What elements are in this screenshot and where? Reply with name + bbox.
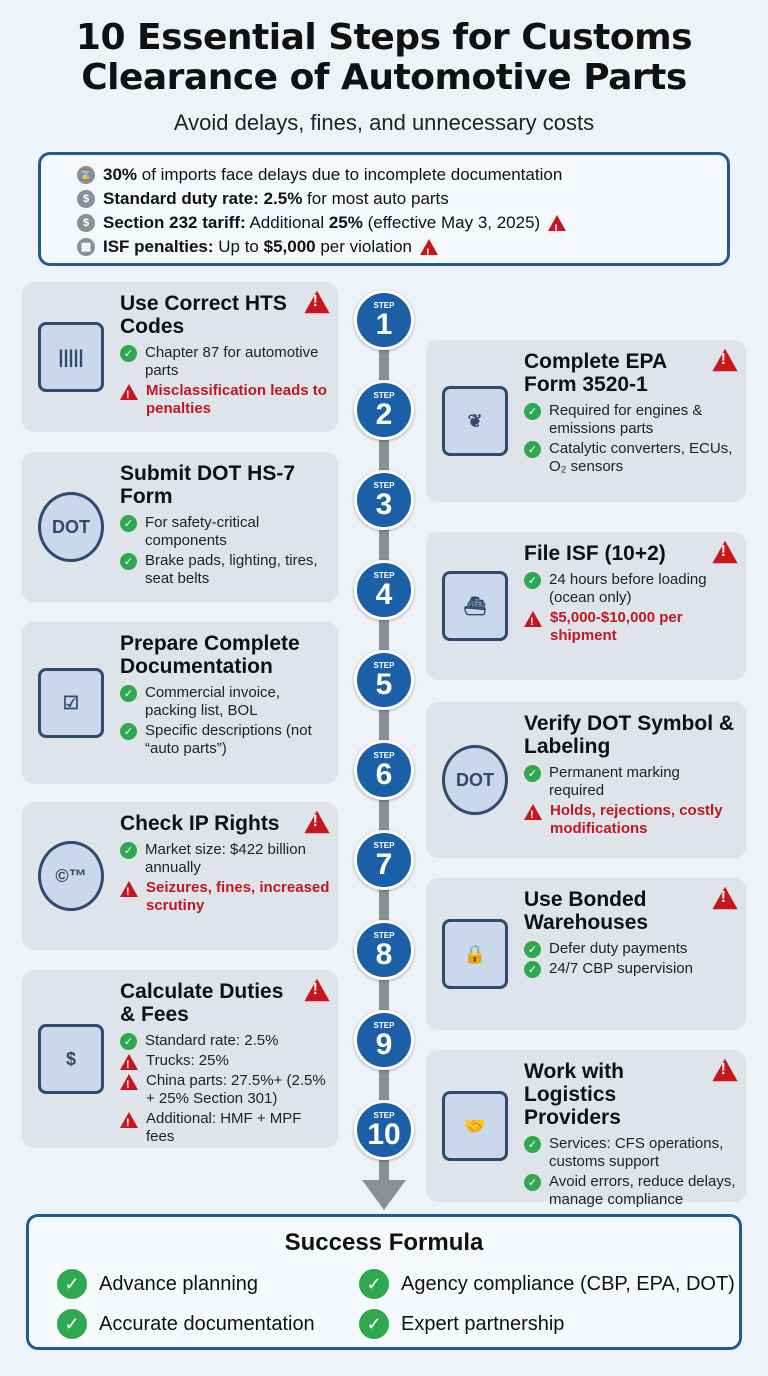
warning-icon (304, 979, 329, 1001)
step-bullet (524, 764, 738, 800)
success-item-text: Expert partnership (401, 1312, 565, 1335)
warning-icon (420, 239, 438, 255)
step-marker-1 (354, 290, 414, 350)
step-number: 7 (375, 848, 393, 881)
step-bullet (120, 1072, 330, 1108)
step-bullets (524, 402, 738, 478)
key-fact-part: Standard duty rate: 2.5% (103, 189, 303, 208)
step-title: Use Bonded Warehouses (524, 888, 649, 934)
step-label: STEP (373, 841, 395, 850)
bullet-text: $5,000-$10,000 per shipment (550, 609, 683, 644)
success-title: Success Formula (284, 1229, 484, 1256)
step-label: STEP (373, 571, 395, 580)
key-fact-part: $5,000 (263, 237, 316, 256)
step-marker-10 (354, 1100, 414, 1160)
check-icon: ✓ (120, 553, 137, 570)
bullet-text: Permanent marking required (549, 764, 680, 799)
page-subtitle: Avoid delays, fines, and unnecessary costs (173, 110, 595, 135)
check-icon: ✓ (524, 1174, 541, 1191)
step-number: 10 (367, 1118, 401, 1151)
check-icon: ✓ (359, 1309, 389, 1339)
check-icon: ✓ (120, 345, 137, 362)
step-label: STEP (373, 301, 395, 310)
key-fact-text (103, 235, 412, 259)
warning-icon (524, 804, 542, 820)
warning-icon (120, 384, 138, 400)
warning-icon (524, 611, 542, 627)
key-fact-text (103, 187, 449, 211)
step-content (120, 292, 330, 420)
warehouse-lock-icon: 🔒 (442, 919, 508, 989)
step-bullets (524, 940, 738, 980)
warning-icon (548, 215, 566, 231)
step-number: 6 (375, 758, 393, 791)
step-bullet (120, 382, 330, 418)
bullet-text: Market size: $422 billion annually (145, 841, 306, 876)
bullet-text: Required for engines & emissions parts (549, 402, 703, 437)
dot-magnifier-icon: DOT (442, 745, 508, 815)
step-card-5 (22, 622, 338, 784)
step-card-6 (426, 702, 746, 858)
warning-icon (712, 1059, 737, 1081)
calculator-dollar-icon: $ (38, 1024, 104, 1094)
step-bullet (524, 802, 738, 838)
step-title: Verify DOT Symbol & Labeling (524, 712, 735, 758)
bullet-text: Trucks: 25% (146, 1052, 229, 1069)
step-bullet (120, 722, 330, 758)
hourglass-icon: ⌛ (77, 166, 95, 184)
bullet-text: 24/7 CBP supervision (549, 960, 693, 977)
step-title: File ISF (10+2) (524, 542, 666, 565)
warning-icon (304, 811, 329, 833)
step-bullet (524, 1135, 738, 1171)
key-fact-part: 30% (103, 165, 138, 184)
key-fact-part: of imports face delays due to incomplete documentation (137, 165, 563, 184)
step-title: Complete EPA Form 3520-1 (524, 350, 667, 396)
bullet-text: Standard rate: 2.5% (145, 1032, 279, 1049)
step-label: STEP (373, 391, 395, 400)
check-icon: ✓ (524, 765, 541, 782)
check-icon: ✓ (57, 1269, 87, 1299)
step-marker-5 (354, 650, 414, 710)
step-number: 8 (375, 938, 393, 971)
check-icon: ✓ (359, 1269, 389, 1299)
step-bullet (120, 1032, 330, 1050)
step-bullet (120, 1052, 330, 1070)
step-card-10 (426, 1050, 746, 1208)
warning-icon (712, 887, 737, 909)
warning-icon (304, 291, 329, 313)
step-bullet (524, 440, 738, 476)
page-title: 10 Essential Steps for Customs Clearance of Automotive Parts (75, 17, 693, 98)
step-bullet (120, 879, 330, 915)
step-bullets (120, 344, 330, 420)
bullet-text: For safety-critical components (145, 514, 260, 549)
success-item-text: Advance planning (99, 1272, 259, 1295)
check-icon: ✓ (524, 961, 541, 978)
step-number: 1 (375, 308, 393, 341)
step-bullet (120, 514, 330, 550)
step-bullets (524, 764, 738, 840)
step-content (120, 462, 330, 590)
key-fact-part: ISF penalties: (103, 237, 214, 256)
bullet-text: Catalytic converters, ECUs, O₂ sensors (549, 440, 733, 475)
success-formula-box (26, 1214, 742, 1350)
key-fact-line (77, 211, 727, 235)
clipboard-checklist-icon: ☑ (38, 668, 104, 738)
step-bullet (524, 960, 738, 978)
bullet-text: Commercial invoice, packing list, BOL (145, 684, 281, 719)
step-content (524, 888, 738, 980)
step-bullet (524, 571, 738, 607)
step-title: Check IP Rights (120, 812, 280, 835)
step-marker-3 (354, 470, 414, 530)
success-item (359, 1309, 564, 1339)
bullet-text: Defer duty payments (549, 940, 688, 957)
bullet-text: Additional: HMF + MPF fees (146, 1110, 302, 1145)
check-icon: ✓ (57, 1309, 87, 1339)
step-marker-8 (354, 920, 414, 980)
timeline-arrow-icon (362, 1180, 406, 1210)
step-content (524, 712, 738, 840)
step-bullet (524, 1173, 738, 1209)
step-marker-9 (354, 1010, 414, 1070)
key-fact-part: per violation (315, 237, 413, 256)
bullet-text: Seizures, fines, increased scrutiny (146, 879, 330, 914)
check-icon: ✓ (120, 685, 137, 702)
check-icon: ✓ (524, 441, 541, 458)
step-bullet (524, 402, 738, 438)
calendar-icon: ▦ (77, 238, 95, 256)
step-bullet (524, 609, 738, 645)
dollar-coin-icon: $ (77, 190, 95, 208)
bullet-text: Services: CFS operations, customs support (549, 1135, 724, 1170)
step-content (524, 542, 738, 647)
step-content (120, 980, 330, 1148)
key-fact-line (77, 187, 727, 211)
step-title: Use Correct HTS Codes (120, 292, 287, 338)
step-label: STEP (373, 1111, 395, 1120)
step-title: Submit DOT HS-7 Form (120, 462, 296, 508)
key-fact-part: Additional (245, 213, 329, 232)
copyright-trademark-icon: ©™ (38, 841, 104, 911)
bullet-text: China parts: 27.5%+ (2.5% + 25% Section 301) (146, 1072, 326, 1107)
check-icon: ✓ (524, 941, 541, 958)
step-content (120, 812, 330, 917)
step-card-8 (426, 878, 746, 1030)
step-bullet (120, 552, 330, 588)
step-card-1 (22, 282, 338, 432)
step-bullet (524, 940, 738, 958)
step-label: STEP (373, 661, 395, 670)
key-fact-part: 25% (328, 213, 363, 232)
warning-icon (120, 881, 138, 897)
key-fact-part: (effective May 3, 2025) (362, 213, 541, 232)
step-bullets (120, 684, 330, 760)
step-bullets (120, 514, 330, 590)
check-icon: ✓ (120, 515, 137, 532)
step-content (524, 1060, 738, 1211)
key-fact-part: Section 232 tariff: (103, 213, 246, 232)
key-fact-text (103, 163, 562, 187)
money-bag-icon: $ (77, 214, 95, 232)
bullet-text: Misclassification leads to penalties (146, 382, 327, 417)
step-bullet (120, 684, 330, 720)
step-number: 5 (375, 668, 393, 701)
bullet-text: Avoid errors, reduce delays, manage compliance (549, 1173, 736, 1208)
warning-icon (712, 349, 737, 371)
step-number: 9 (375, 1028, 393, 1061)
bullet-text: Chapter 87 for automotive parts (145, 344, 319, 379)
key-facts-box (38, 152, 730, 266)
step-card-9 (22, 970, 338, 1148)
step-bullets (524, 571, 738, 647)
success-item (359, 1269, 735, 1299)
check-icon: ✓ (120, 842, 137, 859)
step-title: Work with Logistics Providers (524, 1060, 624, 1129)
success-item-text: Accurate documentation (99, 1312, 315, 1335)
step-title: Prepare Complete Documentation (120, 632, 300, 678)
step-bullet (120, 841, 330, 877)
step-marker-7 (354, 830, 414, 890)
step-bullets (120, 841, 330, 917)
step-marker-2 (354, 380, 414, 440)
step-bullets (120, 1032, 330, 1148)
step-label: STEP (373, 931, 395, 940)
check-icon: ✓ (120, 1033, 137, 1050)
step-label: STEP (373, 1021, 395, 1030)
step-bullet (120, 1110, 330, 1146)
warning-icon (120, 1074, 138, 1090)
barcode-document-icon: ||||| (38, 322, 104, 392)
dot-shield-icon: DOT (38, 492, 104, 562)
step-label: STEP (373, 751, 395, 760)
warning-icon (712, 541, 737, 563)
cargo-ship-icon: ⛴ (442, 571, 508, 641)
step-card-2 (426, 340, 746, 502)
step-content (524, 350, 738, 478)
key-fact-line (77, 163, 727, 187)
step-card-7 (22, 802, 338, 950)
check-icon: ✓ (524, 572, 541, 589)
warning-icon (120, 1112, 138, 1128)
step-card-3 (22, 452, 338, 602)
check-icon: ✓ (120, 723, 137, 740)
step-card-4 (426, 532, 746, 680)
bullet-text: Specific descriptions (not “auto parts”) (145, 722, 312, 757)
success-item-text: Agency compliance (CBP, EPA, DOT) (401, 1272, 735, 1295)
key-fact-part: Up to (213, 237, 264, 256)
bullet-text: Brake pads, lighting, tires, seat belts (145, 552, 318, 587)
step-bullets (524, 1135, 738, 1211)
check-icon: ✓ (524, 1136, 541, 1153)
step-title: Calculate Duties & Fees (120, 980, 284, 1026)
step-content (120, 632, 330, 760)
key-fact-line (77, 235, 727, 259)
step-label: STEP (373, 481, 395, 490)
step-bullet (120, 344, 330, 380)
step-number: 4 (375, 578, 393, 611)
step-marker-6 (354, 740, 414, 800)
bullet-text: Holds, rejections, costly modifications (550, 802, 723, 837)
success-item (57, 1269, 258, 1299)
warning-icon (120, 1054, 138, 1070)
success-item (57, 1309, 315, 1339)
handshake-gear-icon: 🤝 (442, 1091, 508, 1161)
engine-leaf-icon: ❦ (442, 386, 508, 456)
step-marker-4 (354, 560, 414, 620)
bullet-text: 24 hours before loading (ocean only) (549, 571, 707, 606)
check-icon: ✓ (524, 403, 541, 420)
step-number: 3 (375, 488, 393, 521)
key-fact-part: for most auto parts (302, 189, 449, 208)
step-number: 2 (375, 398, 393, 431)
key-fact-text (103, 211, 540, 235)
